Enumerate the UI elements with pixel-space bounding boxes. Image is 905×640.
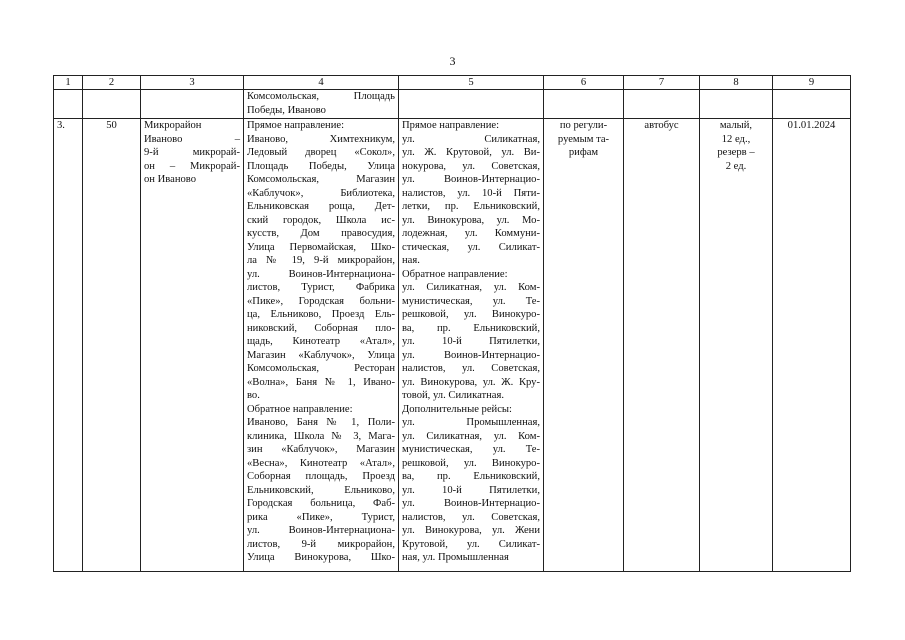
text-line: стическая, ул. Силикат- — [402, 241, 540, 253]
text-line: налистов, ул. Советская, — [402, 363, 540, 374]
text-line: листов, Турист, Фабрика — [247, 282, 395, 293]
continuation-row — [54, 90, 851, 119]
text-line: кусств, Дом правосудия, — [247, 228, 395, 239]
text-line: ул. Воинов-Интернацио- — [402, 498, 540, 509]
text-line: Комсомольская, Магазин — [247, 174, 395, 185]
text-line: ул. Ж. Крутовой, ул. Ви- — [402, 147, 540, 158]
text-line: Иваново – — [144, 133, 240, 145]
text-line: Улица Винокурова, Шко- — [247, 552, 395, 563]
text-line: Крутовой, ул. Силикат- — [402, 538, 540, 550]
text-line: ул. 10-й Пятилетки, — [402, 336, 540, 347]
text-line: Ельниковский, Ельниково, — [247, 484, 395, 496]
text-line: Ледовый дворец «Сокол», — [247, 147, 395, 158]
text-line: ная, ул. Промышленная — [402, 552, 509, 563]
table-cell — [54, 90, 83, 119]
text-line: рифам — [568, 147, 599, 158]
stops-cell — [244, 119, 399, 572]
route-name-cell — [141, 119, 244, 572]
text-line: «Весна», Кинотеатр «Атал», — [247, 457, 395, 469]
text-line: во. — [247, 390, 260, 401]
text-line: Ельниковская роща, Дет- — [247, 201, 395, 212]
text-line: летки, пр. Ельниковский, — [402, 201, 540, 212]
text-line: ла № 19, 9-й микрорайон, — [247, 255, 395, 266]
text-line: резерв – — [717, 147, 755, 158]
text-line: рика «Пике», Турист, — [247, 511, 395, 523]
text-line: «Каблучок», Библиотека, — [247, 187, 395, 199]
table-cell — [773, 90, 851, 119]
text-line: лодежная, ул. Коммуни- — [402, 228, 540, 239]
section-label: Дополнительные рейсы: — [402, 403, 512, 415]
streets-cell — [399, 119, 544, 572]
text-line: Улица Первомайская, Шко- — [247, 241, 395, 253]
text-line: «Волна», Баня № 1, Ивано- — [247, 376, 395, 388]
text-line: Победы, Иваново — [247, 104, 326, 116]
text-line: ва, пр. Ельниковский, — [402, 471, 540, 482]
text-line: «Пике», Городская больни- — [247, 295, 395, 307]
vehicle-type-cell: автобус — [624, 119, 700, 572]
column-number: 5 — [399, 76, 544, 90]
section-label: Обратное направление: — [402, 268, 508, 280]
text-line: Комсомольская, Ресторан — [247, 363, 395, 374]
table-row — [54, 119, 851, 572]
tariff-cell — [544, 119, 624, 572]
column-number-row — [54, 76, 851, 90]
text-line: ул. Воинов-Интернацио- — [402, 349, 540, 361]
vehicle-class-cell — [700, 119, 773, 572]
table-cell — [624, 90, 700, 119]
text-line: налистов, ул. 10-й Пяти- — [402, 187, 540, 199]
column-number: 9 — [773, 76, 851, 90]
column-number: 1 — [54, 76, 83, 90]
continued-stops-cell — [244, 90, 399, 119]
text-line: ул. Воинов-Интернациона- — [247, 268, 395, 280]
text-line: ул. Промышленная, — [402, 417, 540, 428]
text-line: клиника, Школа № 3, Мага- — [247, 430, 395, 442]
text-line: он – Микрорай- — [144, 160, 240, 172]
text-line: Площадь Победы, Улица — [247, 160, 395, 172]
text-line: Соборная площадь, Проезд — [247, 471, 395, 482]
text-line: ул. Силикатная, ул. Ком- — [402, 430, 540, 442]
section-label: Прямое направление: — [247, 120, 345, 131]
text-line: он Иваново — [144, 174, 197, 185]
column-number: 3 — [141, 76, 244, 90]
text-line: мунистическая, ул. Те- — [402, 295, 540, 307]
text-line: никовский, Соборная пло- — [247, 322, 395, 334]
text-line: ул. Воинов-Интернацио- — [402, 174, 540, 185]
table-cell — [399, 90, 544, 119]
column-number: 8 — [700, 76, 773, 90]
text-line: руемым та- — [557, 133, 610, 145]
text-line: ский городок, Школа ис- — [247, 214, 395, 226]
text-line: зин «Каблучок», Магазин — [247, 444, 395, 455]
text-line: ул. Винокурова, ул. Мо- — [402, 214, 540, 226]
text-line: решковой, ул. Винокуро- — [402, 309, 540, 320]
text-line: щадь, Кинотеатр «Атал», — [247, 336, 395, 347]
section-label: Прямое направление: — [402, 120, 500, 131]
table-cell — [141, 90, 244, 119]
text-line: ул. Силикатная, ул. Ком- — [402, 282, 540, 293]
text-line: 2 ед. — [725, 160, 747, 172]
text-line: малый, — [719, 120, 753, 131]
text-line: Городская больница, Фаб- — [247, 498, 395, 509]
text-line: налистов, ул. Советская, — [402, 511, 540, 523]
start-date-cell: 01.01.2024 — [773, 119, 851, 572]
text-line: мунистическая, ул. Те- — [402, 444, 540, 455]
text-line: по регули- — [559, 120, 608, 131]
text-line: ная. — [402, 255, 420, 266]
column-number: 6 — [544, 76, 624, 90]
text-line: 12 ед., — [721, 133, 751, 145]
page-number: 3 — [449, 54, 456, 68]
table-cell — [83, 90, 141, 119]
table-cell — [544, 90, 624, 119]
text-line: Иваново, Баня № 1, Поли- — [247, 417, 395, 428]
route-number-cell: 50 — [83, 119, 141, 572]
text-line: Комсомольская, Площадь — [247, 91, 395, 102]
text-line: товой, ул. Силикатная. — [402, 390, 505, 401]
route-table — [53, 75, 851, 572]
text-line: ул. Винокурова, ул. Жени — [402, 525, 540, 536]
text-line: листов, 9-й микрорайон, — [247, 538, 395, 550]
section-label: Обратное направление: — [247, 403, 353, 415]
text-line: Микрорайон — [144, 120, 202, 131]
text-line: ул. Воинов-Интернациона- — [247, 525, 395, 536]
text-line: решковой, ул. Винокуро- — [402, 457, 540, 469]
text-line: нокурова, ул. Советская, — [402, 160, 540, 172]
text-line: ца, Ельниково, Проезд Ель- — [247, 309, 395, 320]
text-line: Иваново, Химтехникум, — [247, 133, 395, 145]
text-line: ул. 10-й Пятилетки, — [402, 484, 540, 496]
text-line: 9-й микрорай- — [144, 147, 240, 158]
text-line: ва, пр. Ельниковский, — [402, 322, 540, 334]
text-line: ул. Силикатная, — [402, 133, 540, 145]
row-number-cell: 3. — [54, 119, 83, 572]
text-line: Магазин «Каблучок», Улица — [247, 349, 395, 361]
column-number: 7 — [624, 76, 700, 90]
column-number: 4 — [244, 76, 399, 90]
table-cell — [700, 90, 773, 119]
column-number: 2 — [83, 76, 141, 90]
text-line: ул. Винокурова, ул. Ж. Кру- — [402, 376, 540, 388]
